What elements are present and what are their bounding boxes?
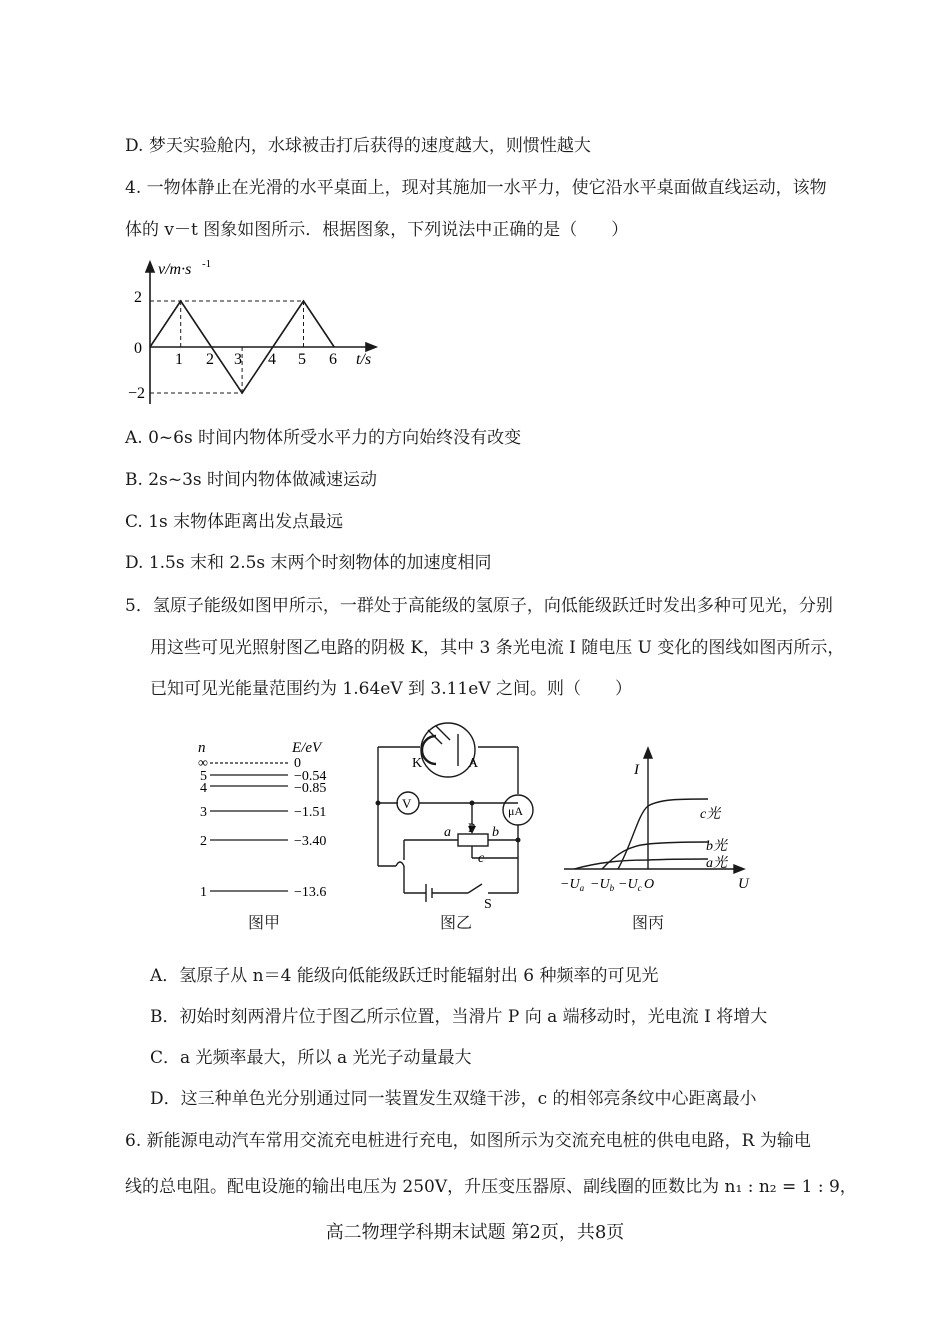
svg-text:c: c	[478, 851, 485, 866]
svg-text:A: A	[468, 756, 479, 771]
vt-ylabel: v/m·s	[158, 261, 192, 278]
q5-option-b: B．初始时刻两滑片位于图乙所示位置，当滑片 P 向 a 端移动时，光电流 I 将增大	[150, 1007, 768, 1027]
svg-text:b光: b光	[706, 839, 727, 854]
q5-stem-line2: 用这些可见光照射图乙电路的阴极 K，其中 3 条光电流 I 随电压 U 变化的图线如图丙所示，	[150, 638, 845, 658]
q6-stem-line1: 6. 新能源电动汽车常用交流充电桩进行充电，如图所示为交流充电桩的供电电路，R 为输电	[125, 1131, 811, 1151]
vt-xtick-5: 5	[298, 351, 306, 368]
figure-bing-iu-curves	[560, 744, 760, 894]
vt-ytick-2: 2	[134, 289, 142, 306]
svg-text:∞: ∞	[198, 756, 208, 771]
svg-text:a光: a光	[706, 856, 727, 871]
svg-text:−0.54: −0.54	[294, 769, 327, 784]
vt-xtick-2: 2	[206, 351, 214, 368]
vt-ytick-neg2: −2	[128, 385, 146, 402]
figure-yi-circuit	[372, 718, 552, 908]
svg-text:O: O	[644, 877, 655, 892]
svg-text:n: n	[198, 740, 206, 756]
svg-text:1: 1	[200, 885, 207, 900]
svg-text:2: 2	[200, 834, 207, 849]
svg-text:c光: c光	[700, 807, 721, 822]
svg-text:5: 5	[200, 769, 207, 784]
svg-text:S: S	[484, 897, 492, 908]
q4-option-a: A. 0~6s 时间内物体所受水平力的方向始终没有改变	[125, 428, 522, 448]
vt-xtick-3: 3	[234, 351, 242, 368]
svg-text:E/eV: E/eV	[292, 740, 322, 756]
svg-text:I: I	[634, 762, 639, 778]
svg-text:0: 0	[294, 756, 301, 771]
q4-stem-line2: 体的 v－t 图象如图所示．根据图象，下列说法中正确的是（ ）	[125, 220, 629, 240]
vt-xtick-1: 1	[175, 351, 183, 368]
svg-text:3: 3	[200, 805, 207, 820]
q4-stem-line1: 4. 一物体静止在光滑的水平桌面上，现对其施加一水平力，使它沿水平桌面做直线运动，该物	[125, 178, 827, 198]
svg-text:μA: μA	[508, 804, 524, 818]
vt-ytick-0: 0	[134, 340, 142, 357]
q6-stem-line2: 线的总电阻。配电设施的输出电压为 250V，升压变压器原、副线圈的匝数比为 n₁ : n₂ = 1 : 9，	[125, 1177, 857, 1197]
svg-text:−3.40: −3.40	[294, 834, 327, 849]
q4-option-c: C. 1s 末物体距离出发点最远	[125, 512, 344, 532]
svg-text:K: K	[412, 756, 423, 771]
vt-xtick-6: 6	[329, 351, 337, 368]
vt-ylabel-exp: -1	[202, 258, 212, 270]
svg-text:−1.51: −1.51	[294, 805, 327, 820]
q4-option-b: B. 2s~3s 时间内物体做减速运动	[125, 470, 378, 490]
svg-text:a: a	[444, 825, 451, 840]
page-footer: 高二物理学科期末试题 第2页，共8页	[325, 1222, 625, 1243]
q5-option-c: C．a 光频率最大，所以 a 光光子动量最大	[150, 1048, 472, 1068]
q5-stem-line1: 5．氢原子能级如图甲所示，一群处于高能级的氢原子，向低能级跃迁时发出多种可见光，分别	[125, 596, 833, 616]
vt-graph	[128, 256, 398, 416]
svg-text:−0.85: −0.85	[294, 781, 327, 796]
figure-jia-caption: 图甲	[248, 913, 281, 932]
svg-text:P: P	[468, 820, 476, 835]
svg-text:b: b	[492, 825, 499, 840]
figure-jia-energy-levels	[196, 736, 366, 906]
figure-bing-caption: 图丙	[632, 913, 665, 932]
svg-text:−Ub: $-U_b$	[590, 877, 615, 893]
svg-text:V: V	[402, 796, 412, 811]
q4-option-d: D. 1.5s 末和 2.5s 末两个时刻物体的加速度相同	[125, 553, 492, 573]
figure-yi-caption: 图乙	[440, 913, 473, 932]
svg-text:−13.6: −13.6	[294, 885, 327, 900]
svg-text:4: 4	[200, 781, 207, 796]
q5-option-a: A．氢原子从 n＝4 能级向低能级跃迁时能辐射出 6 种频率的可见光	[150, 966, 659, 986]
svg-text:−Ua: $-U_a$	[560, 877, 585, 893]
svg-text:U: U	[738, 876, 749, 892]
vt-xtick-4: 4	[268, 351, 276, 368]
svg-text:−Uc: $-U_c$	[618, 877, 642, 893]
q5-option-d: D．这三种单色光分别通过同一装置发生双缝干涉，c 的相邻亮条纹中心距离最小	[150, 1089, 757, 1109]
q5-stem-line3: 已知可见光能量范围约为 1.64eV 到 3.11eV 之间。则（ ）	[150, 679, 632, 699]
vt-xlabel: t/s	[356, 351, 372, 368]
q3-option-d: D. 梦天实验舱内，水球被击打后获得的速度越大，则惯性越大	[125, 136, 591, 156]
